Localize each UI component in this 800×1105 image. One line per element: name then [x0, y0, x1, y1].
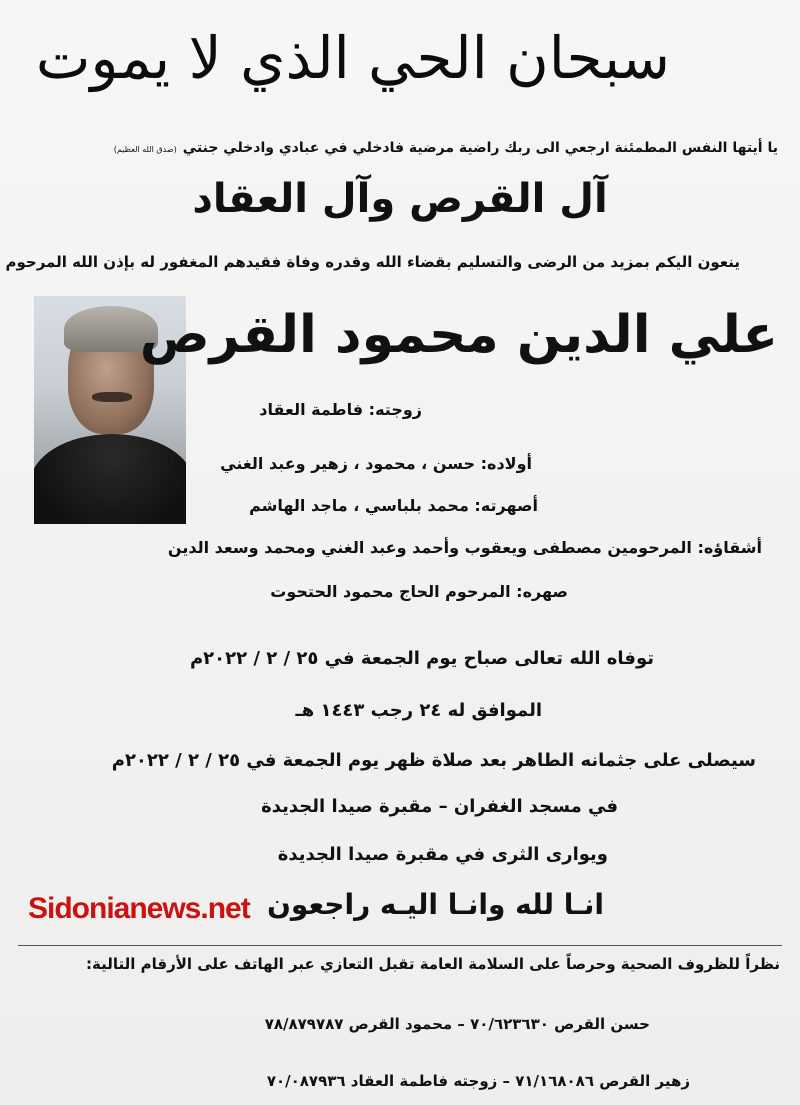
photo-mustache [92, 392, 132, 402]
brothers-line: أشقاؤه: المرحومين مصطفى ويعقوب وأحمد وعبد الغني ومحمد وسعد الدين [167, 538, 762, 557]
death-date: توفاه الله تعالى صباح يوم الجمعة في ٢٥ / ٢ / ٢٠٢٢م [189, 648, 654, 669]
quran-verse-text: يا أيتها النفس المطمئنة ارجعي الى ربك راضية مرضية فادخلي في عبادي وادخلي جنتي [182, 140, 778, 156]
divider [18, 945, 782, 946]
closing-phrase: انـا لله وانـا اليـه راجعون [267, 888, 604, 921]
quran-source: (صدق الله العظيم) [113, 145, 177, 154]
condolence-phones-1: حسن القرص ٧٠/٦٢٣٦٣٠ – محمود القرص ٧٨/٨٧٩٧٨٧ [264, 1015, 650, 1033]
funeral-prayer: سيصلى على جثمانه الطاهر بعد صلاة ظهر يوم الجمعة في ٢٥ / ٢ / ٢٠٢٢م [111, 750, 756, 771]
condolence-phones-2: زهير القرص ٧١/١٦٨٠٨٦ – زوجته فاطمة العقاد ٧٠/٠٨٧٩٣٦ [266, 1072, 690, 1090]
hijri-date: الموافق له ٢٤ رجب ١٤٤٣ هـ [295, 700, 542, 721]
photo-shirt [34, 434, 186, 524]
website-watermark: Sidonianews.net [28, 892, 250, 925]
burial-location: ويوارى الثرى في مقبرة صيدا الجديدة [277, 844, 608, 865]
condolence-note: نظراً للظروف الصحية وحرصاً على السلامة العامة تقبل التعازي عبر الهاتف على الأرقام التالية: [86, 955, 780, 973]
children-line: أولاده: حسن ، محمود ، زهير وعبد الغني [220, 454, 532, 473]
sons-in-law-line: أصهرته: محمد بلباسي ، ماجد الهاشم [249, 496, 538, 515]
header-calligraphy: سبحان الحي الذي لا يموت [35, 24, 670, 92]
family-title: آل القرص وآل العقاد [192, 176, 608, 222]
brother-in-law-line: صهره: المرحوم الحاج محمود الحتحوت [270, 582, 568, 601]
wife-line: زوجته: فاطمة العقاد [259, 400, 422, 419]
announcement-line: ينعون اليكم بمزيد من الرضى والتسليم بقضاء الله وقدره وفاة فقيدهم المغفور له بإذن الله المرحوم [5, 253, 740, 271]
quran-verse [114, 140, 778, 156]
deceased-name: علي الدين محمود القرص [139, 305, 778, 365]
mosque-location: في مسجد الغفران – مقبرة صيدا الجديدة [261, 796, 618, 817]
